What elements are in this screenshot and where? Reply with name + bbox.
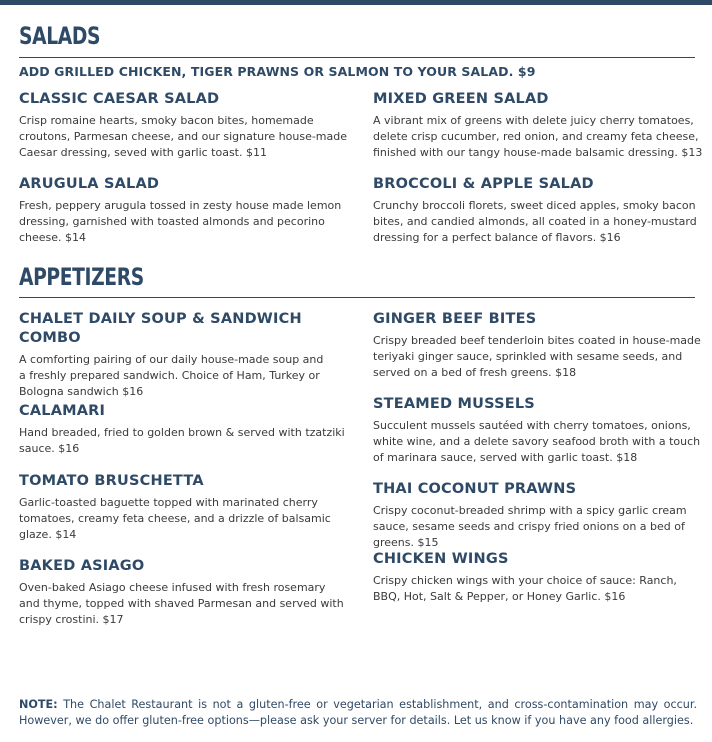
item-description: A comforting pairing of our daily house-made soup and a freshly prepared sandwich. Choice of Ham, Turkey or Bologna sandwich $16 <box>19 353 324 398</box>
menu-item <box>19 175 349 246</box>
item-name: CALAMARI <box>19 403 106 419</box>
menu-item <box>373 480 703 551</box>
item-description: Succulent mussels sautéed with cherry tomatoes, onions, white wine, and a delete savory seafood broth with a touch of marinara sauce, served with garlic toast. $18 <box>373 419 701 464</box>
item-description: Crispy coconut-breaded shrimp with a spicy garlic cream sauce, sesame seeds and crispy fried onions on a bed of greens. $15 <box>373 504 687 549</box>
item-name: ARUGULA SALAD <box>19 176 160 192</box>
item-name: MIXED GREEN SALAD <box>373 91 549 107</box>
appetizers-divider <box>19 297 695 298</box>
item-name: TOMATO BRUSCHETTA <box>19 473 204 489</box>
menu-item <box>19 90 349 161</box>
item-description: Crunchy broccoli florets, sweet diced apples, smoky bacon bites, and candied almonds, all coated in a honey-mustard dressing for a perfect balance of flavors. $16 <box>373 199 697 244</box>
item-name: THAI COCONUT PRAWNS <box>373 481 577 497</box>
item-name: CHICKEN WINGS <box>373 551 509 567</box>
menu-item <box>373 310 703 381</box>
menu-item <box>373 175 703 246</box>
menu-item <box>373 395 703 466</box>
menu-item <box>19 472 349 543</box>
menu-item <box>19 310 329 400</box>
item-name: GINGER BEEF BITES <box>373 311 537 327</box>
item-name: BROCCOLI & APPLE SALAD <box>373 176 594 192</box>
item-description: Fresh, peppery arugula tossed in zesty house made lemon dressing, garnished with toasted almonds and pecorino cheese. $14 <box>19 199 342 244</box>
appetizers-heading: APPETIZERS <box>19 263 144 291</box>
item-name: CHALET DAILY SOUP & SANDWICH COMBO <box>19 311 302 346</box>
salads-add-on-note: ADD GRILLED CHICKEN, TIGER PRAWNS OR SALMON TO YOUR SALAD. $9 <box>19 64 536 79</box>
allergy-note <box>19 697 697 729</box>
item-description: Oven-baked Asiago cheese infused with fresh rosemary and thyme, topped with shaved Parmesan and served with crispy crostini. $17 <box>19 581 344 626</box>
item-description: Crispy breaded beef tenderloin bites coated in house-made teriyaki ginger sauce, sprinkled with sesame seeds, and served on a bed of fresh greens. $18 <box>373 334 701 379</box>
menu-item <box>19 402 349 457</box>
item-description: A vibrant mix of greens with delete juicy cherry tomatoes, delete crisp cucumber, red onion, and creamy feta cheese, finished with our tangy house-made balsamic dressing. $13 <box>373 114 703 159</box>
menu-item <box>373 550 703 605</box>
top-border <box>0 0 712 5</box>
note-text: The Chalet Restaurant is not a gluten-free or vegetarian establishment, and cross-contamination may occur. However, we do offer gluten-free options—please ask your server for details. Let us know if you have any food allergies. <box>19 698 697 727</box>
item-name: STEAMED MUSSELS <box>373 396 535 412</box>
item-description: Hand breaded, fried to golden brown & served with tzatziki sauce. $16 <box>19 426 345 455</box>
salads-divider <box>19 57 695 58</box>
salads-heading: SALADS <box>19 22 101 50</box>
note-label: NOTE: <box>19 698 58 711</box>
item-name: CLASSIC CAESAR SALAD <box>19 91 220 107</box>
item-name: BAKED ASIAGO <box>19 558 145 574</box>
item-description: Crispy chicken wings with your choice of sauce: Ranch, BBQ, Hot, Salt & Pepper, or Honey Garlic. $16 <box>373 574 677 603</box>
item-description: Garlic-toasted baguette topped with marinated cherry tomatoes, creamy feta cheese, and a drizzle of balsamic glaze. $14 <box>19 496 331 541</box>
menu-item <box>19 557 349 628</box>
menu-item <box>373 90 703 161</box>
item-description: Crisp romaine hearts, smoky bacon bites, homemade croutons, Parmesan cheese, and our signature house-made Caesar dressing, seved with garlic toast. $11 <box>19 114 348 159</box>
